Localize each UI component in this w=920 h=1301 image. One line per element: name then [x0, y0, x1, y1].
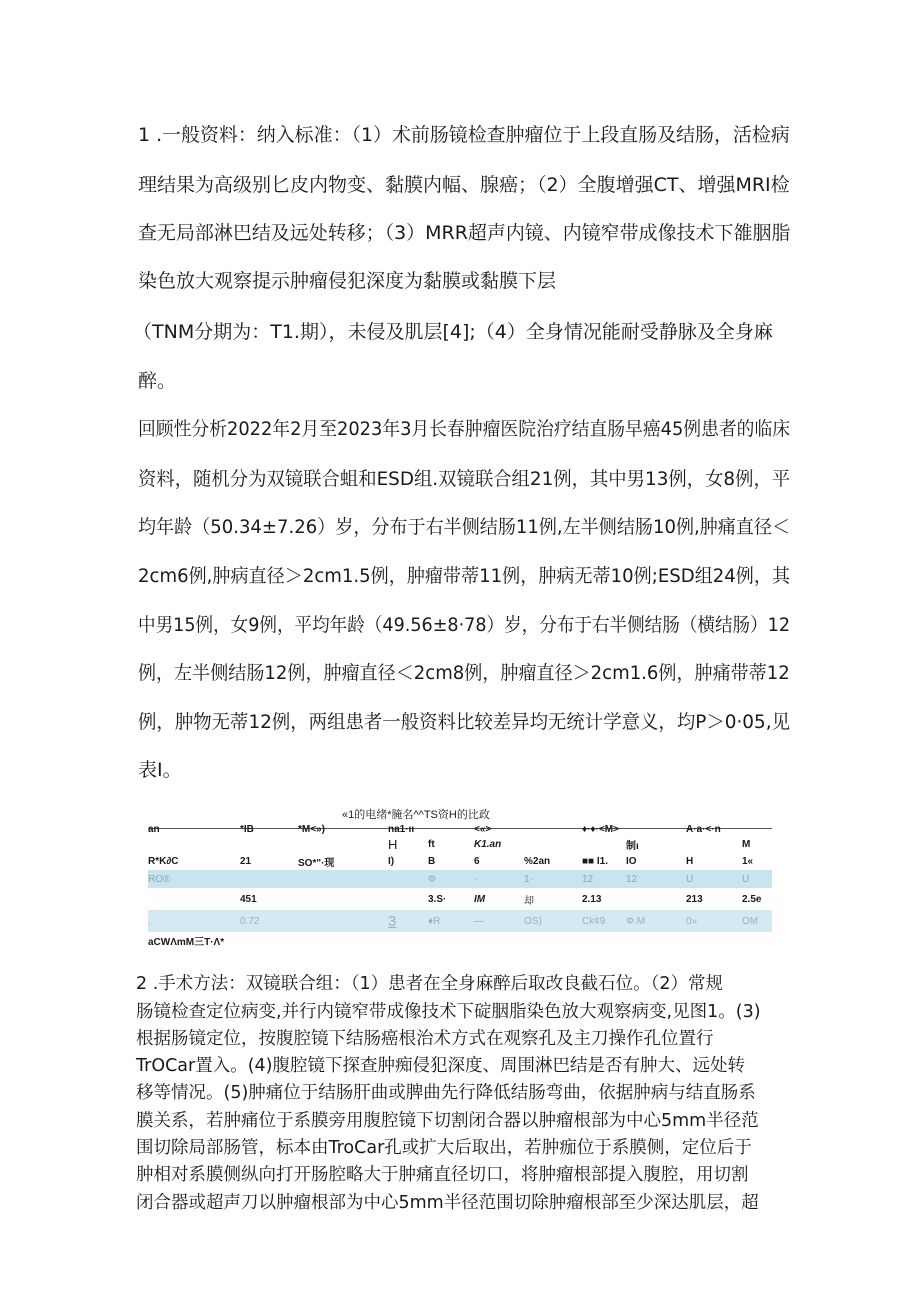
paragraph-line: 均年龄（50.34±7.26）岁，分布于右半侧结肠11例,左半侧结肠10例,肿痛直径＜ [138, 516, 791, 538]
comparison-table [148, 822, 772, 932]
table-cell: Φ [428, 870, 474, 888]
paragraph-line: 2cm6例,肿病直径＞2cm1.5例，肿瘤带蒂11例，肿病无蒂10例;ESD组24例，其 [138, 565, 791, 587]
table-cell: U [742, 870, 772, 888]
table-cell: 21 [240, 855, 252, 867]
table-cell: 却 [524, 895, 534, 907]
table-cell [742, 822, 772, 837]
table-cell: SO*"·现 [298, 857, 335, 869]
table-cell [388, 870, 428, 888]
table-cell: Ck¢9 [582, 910, 626, 932]
table-cell: K1.an [474, 839, 502, 850]
paragraph-line: 理结果为高级别匕皮内物变、黏膜内幅、腺癌；（2）全腹增强CT、增强MRI检 [138, 174, 790, 196]
table-cell: 0» [686, 910, 742, 932]
table-note: aCWΛmM三T·Λ* [148, 937, 225, 948]
table-cell: . [148, 910, 240, 932]
table-cell: OM [742, 910, 772, 932]
paragraph-line: 中男15例，女9例，平均年龄（49.56±8·78）岁，分布于右半侧结肠（横结肠）12 [138, 614, 791, 636]
table-cell: B [428, 855, 436, 867]
paragraph-line: 表I。 [138, 759, 182, 781]
table-cell: 213 [686, 893, 703, 905]
table-cell [148, 837, 240, 852]
table-cell: RO® [148, 870, 240, 888]
table-cell [626, 822, 686, 837]
table-cell: Φ.M [626, 910, 686, 932]
paragraph-line: 醉。 [138, 370, 177, 392]
table-cell: na1·ıı [388, 824, 415, 835]
table-cell: IO [626, 855, 637, 867]
table-row [148, 910, 772, 932]
table-cell: ft [428, 839, 435, 850]
table-cell: A·a·<·n [686, 824, 721, 835]
paragraph-line: 资料，随机分为双镜联合蛆和ESD组.双镜联合组21例，其中男13例，女8例，平 [138, 468, 791, 490]
paragraph-line: 围切除局部肠管，标本由TroCar孔或扩大后取出，若肿痂位于系膜侧，定位后于 [136, 1138, 752, 1158]
table-cell [524, 822, 582, 837]
table-row [148, 888, 772, 910]
paragraph-line: 2 .手术方法：双镜联合组：（1）患者在全身麻醉后取改良截石位。（2）常规 [136, 974, 724, 994]
paragraph-line: （TNM分期为：T1.期），未侵及肌层[4];（4）全身情况能耐受静脉及全身麻 [133, 321, 773, 343]
table-cell: 6 [474, 855, 480, 867]
table-cell [582, 837, 626, 852]
paragraph-line: 例，左半侧结肠12例，肿瘤直径＜2cm8例，肿瘤直径＞2cm1.6例，肿痛带蒂12 [138, 662, 790, 684]
table-row [148, 852, 772, 870]
paragraph-line: 染色放大观察提示肿瘤侵犯深度为黏膜或黏膜下层 [138, 270, 557, 292]
table-cell: OS) [524, 910, 582, 932]
paragraph-line: 肿相对系膜侧纵向打开肠腔略大于肿痛直径切口，将肿瘤根部提入腹腔，用切割 [136, 1165, 749, 1185]
table-cell: M [742, 839, 751, 850]
table-cell [686, 837, 742, 852]
paragraph-line: TrOCar置入。(4)腹腔镜下探查肿痴侵犯深度、周围淋巴结是否有肿大、远处转 [136, 1056, 746, 1076]
table-cell: 2.13 [582, 893, 602, 905]
paragraph-line: 回顾性分析2022年2月至2023年3月长春肿瘤医院治疗结直肠早癌45例患者的临床 [138, 418, 791, 440]
table-cell [298, 910, 388, 932]
paragraph-line: 膜关系，若肿痛位于系膜旁用腹腔镜下切割闭合器以肿瘤根部为中心5mm半径范 [136, 1111, 759, 1131]
table-cell: 3.S· [428, 893, 447, 905]
table-cell: 0.72 [240, 910, 298, 932]
paragraph-line: 闭合器或超声刀以肿瘤根部为中心5mm半径范围切除肿瘤根部至少深达肌层，超 [136, 1193, 759, 1213]
table-header-row [148, 837, 772, 852]
table-cell [240, 870, 298, 888]
table-cell: ♦·♦·<M> [582, 824, 619, 835]
table-cell: 1« [742, 855, 754, 867]
paragraph-line: 移等情况。(5)肿痛位于结肠肝曲或脾曲先行降低结肠弯曲，依据肿病与结直肠系 [136, 1083, 756, 1103]
table-cell: 1· [524, 870, 582, 888]
table-cell [626, 888, 686, 910]
paragraph-line: 查无局部淋巴结及远处转移；（3）MRR超声内镜、内镜窄带成像技术下雒胭脂 [138, 222, 791, 244]
table-cell [428, 822, 474, 837]
table-mark: ■■ [582, 855, 595, 867]
table-cell: U [686, 870, 742, 888]
table-cell: — [474, 910, 524, 932]
table-cell [298, 837, 388, 852]
table-cell: *IB [240, 824, 254, 835]
table-cell: H [388, 837, 398, 852]
table-cell: 12 [582, 870, 626, 888]
table-cell: R*K∂C [148, 855, 179, 867]
paragraph-line: 肠镜检查定位病变,并行内镜窄带成像技术下碇胭脂染色放大观察病变,见图1。(3) [136, 1002, 761, 1022]
table-cell [298, 888, 388, 910]
table-cell: an [148, 824, 160, 835]
table-cell [388, 888, 428, 910]
table-cell [524, 837, 582, 852]
table-cell: 制ı [626, 841, 639, 852]
table-cell [582, 852, 626, 870]
table-cell: · [474, 870, 524, 888]
table-cell [240, 837, 298, 852]
paragraph-line: 根据肠镜定位，按腹腔镜下结肠癌根治术方式在观察孔及主刀操作孔位置行 [136, 1029, 714, 1049]
table-cell [298, 870, 388, 888]
table-cell-text: I1. [596, 855, 608, 867]
table-cell: 2.5e [742, 893, 762, 905]
table-cell: H [686, 855, 694, 867]
table-cell: *M<») [298, 824, 325, 835]
table-header-row [148, 822, 772, 837]
table-cell: %2an [524, 855, 551, 867]
table-title: «1的电绪*腌名^^TS资H的比政 [342, 809, 490, 821]
paragraph-line: 1 .一般资料：纳入标准：（1）术前肠镜检查肿瘤位于上段直肠及结肠，活检病 [138, 124, 790, 146]
table-cell: I) [388, 855, 395, 867]
table-cell [148, 888, 240, 910]
table-cell: IM [474, 893, 486, 905]
table-cell: <«> [474, 824, 492, 835]
table-cell: 451 [240, 893, 257, 905]
table-cell: 12 [626, 870, 686, 888]
table-row [148, 870, 772, 888]
table-cell: 3 [388, 910, 428, 932]
paragraph-line: 例，肿物无蒂12例，两组患者一般资料比较差异均无统计学意义，均P＞0·05,见 [138, 711, 790, 733]
table-cell: ♦R [428, 910, 474, 932]
